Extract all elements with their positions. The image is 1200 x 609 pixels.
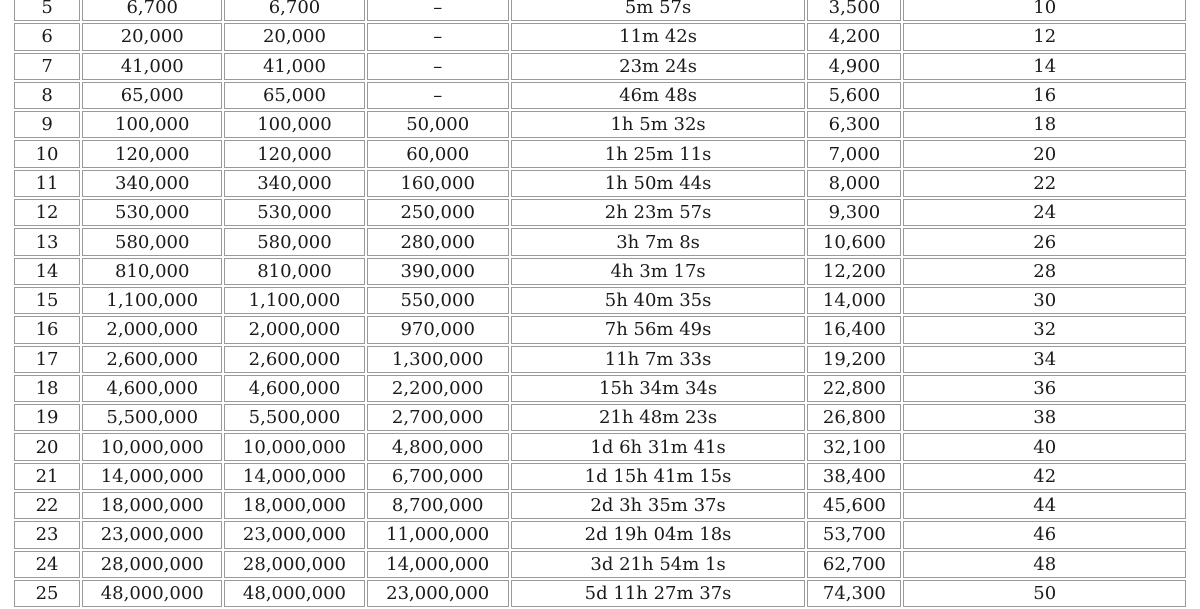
- table-row: [14, 111, 1186, 138]
- value-d-cell: 74,300: [807, 580, 901, 607]
- value-a-cell: 18,000,000: [82, 492, 222, 519]
- value-b-cell: 1,100,000: [224, 287, 364, 314]
- value-d-cell: 32,100: [807, 433, 901, 460]
- value-b-cell: 65,000: [224, 82, 364, 109]
- value-d-cell: 10,600: [807, 228, 901, 255]
- duration-cell: 21h 48m 23s: [511, 404, 806, 431]
- value-b-cell: 10,000,000: [224, 433, 364, 460]
- value-c-cell: –: [367, 82, 509, 109]
- value-e-cell: 36: [903, 375, 1186, 402]
- value-d-cell: 3,500: [807, 0, 901, 21]
- value-b-cell: 14,000,000: [224, 463, 364, 490]
- value-d-cell: 16,400: [807, 316, 901, 343]
- value-a-cell: 2,000,000: [82, 316, 222, 343]
- value-d-cell: 6,300: [807, 111, 901, 138]
- level-cell: 25: [14, 580, 80, 607]
- duration-cell: 11m 42s: [511, 23, 806, 50]
- level-cell: 12: [14, 199, 80, 226]
- duration-cell: 46m 48s: [511, 82, 806, 109]
- value-c-cell: 2,700,000: [367, 404, 509, 431]
- value-b-cell: 20,000: [224, 23, 364, 50]
- table-row: [14, 228, 1186, 255]
- level-cell: 15: [14, 287, 80, 314]
- duration-cell: 3h 7m 8s: [511, 228, 806, 255]
- value-c-cell: –: [367, 53, 509, 80]
- value-a-cell: 2,600,000: [82, 346, 222, 373]
- value-d-cell: 4,200: [807, 23, 901, 50]
- value-c-cell: 8,700,000: [367, 492, 509, 519]
- duration-cell: 1h 50m 44s: [511, 170, 806, 197]
- table-row: [14, 463, 1186, 490]
- duration-cell: 1h 25m 11s: [511, 140, 806, 167]
- value-b-cell: 580,000: [224, 228, 364, 255]
- table-row: [14, 140, 1186, 167]
- table-row: [14, 551, 1186, 578]
- value-c-cell: –: [367, 23, 509, 50]
- value-a-cell: 810,000: [82, 258, 222, 285]
- value-a-cell: 10,000,000: [82, 433, 222, 460]
- table-row: [14, 23, 1186, 50]
- value-e-cell: 20: [903, 140, 1186, 167]
- value-a-cell: 4,600,000: [82, 375, 222, 402]
- value-e-cell: 26: [903, 228, 1186, 255]
- value-a-cell: 1,100,000: [82, 287, 222, 314]
- value-c-cell: 390,000: [367, 258, 509, 285]
- data-table-container: [12, 0, 1188, 609]
- duration-cell: 15h 34m 34s: [511, 375, 806, 402]
- value-b-cell: 5,500,000: [224, 404, 364, 431]
- duration-cell: 5h 40m 35s: [511, 287, 806, 314]
- value-a-cell: 65,000: [82, 82, 222, 109]
- value-b-cell: 6,700: [224, 0, 364, 21]
- level-cell: 5: [14, 0, 80, 21]
- value-d-cell: 62,700: [807, 551, 901, 578]
- table-row: [14, 316, 1186, 343]
- level-cell: 17: [14, 346, 80, 373]
- value-c-cell: 11,000,000: [367, 521, 509, 548]
- duration-cell: 5d 11h 27m 37s: [511, 580, 806, 607]
- value-a-cell: 48,000,000: [82, 580, 222, 607]
- value-a-cell: 5,500,000: [82, 404, 222, 431]
- level-cell: 8: [14, 82, 80, 109]
- level-cell: 9: [14, 111, 80, 138]
- value-c-cell: 14,000,000: [367, 551, 509, 578]
- duration-cell: 3d 21h 54m 1s: [511, 551, 806, 578]
- duration-cell: 23m 24s: [511, 53, 806, 80]
- duration-cell: 1d 6h 31m 41s: [511, 433, 806, 460]
- table-row: [14, 346, 1186, 373]
- value-c-cell: 2,200,000: [367, 375, 509, 402]
- duration-cell: 1d 15h 41m 15s: [511, 463, 806, 490]
- value-c-cell: 23,000,000: [367, 580, 509, 607]
- level-cell: 23: [14, 521, 80, 548]
- value-b-cell: 810,000: [224, 258, 364, 285]
- value-c-cell: 50,000: [367, 111, 509, 138]
- table-row: [14, 170, 1186, 197]
- value-d-cell: 38,400: [807, 463, 901, 490]
- value-c-cell: –: [367, 0, 509, 21]
- value-b-cell: 2,000,000: [224, 316, 364, 343]
- value-a-cell: 340,000: [82, 170, 222, 197]
- value-e-cell: 46: [903, 521, 1186, 548]
- value-e-cell: 40: [903, 433, 1186, 460]
- level-cell: 10: [14, 140, 80, 167]
- level-cell: 19: [14, 404, 80, 431]
- value-d-cell: 9,300: [807, 199, 901, 226]
- value-d-cell: 22,800: [807, 375, 901, 402]
- value-e-cell: 24: [903, 199, 1186, 226]
- value-d-cell: 5,600: [807, 82, 901, 109]
- value-e-cell: 10: [903, 0, 1186, 21]
- value-c-cell: 280,000: [367, 228, 509, 255]
- value-e-cell: 50: [903, 580, 1186, 607]
- value-d-cell: 26,800: [807, 404, 901, 431]
- duration-cell: 1h 5m 32s: [511, 111, 806, 138]
- value-e-cell: 44: [903, 492, 1186, 519]
- level-cell: 14: [14, 258, 80, 285]
- value-a-cell: 530,000: [82, 199, 222, 226]
- value-b-cell: 340,000: [224, 170, 364, 197]
- value-b-cell: 41,000: [224, 53, 364, 80]
- value-c-cell: 550,000: [367, 287, 509, 314]
- value-b-cell: 18,000,000: [224, 492, 364, 519]
- value-b-cell: 4,600,000: [224, 375, 364, 402]
- value-a-cell: 120,000: [82, 140, 222, 167]
- value-b-cell: 48,000,000: [224, 580, 364, 607]
- value-e-cell: 12: [903, 23, 1186, 50]
- value-c-cell: 160,000: [367, 170, 509, 197]
- value-a-cell: 28,000,000: [82, 551, 222, 578]
- value-e-cell: 38: [903, 404, 1186, 431]
- table-row: [14, 258, 1186, 285]
- value-e-cell: 16: [903, 82, 1186, 109]
- value-e-cell: 14: [903, 53, 1186, 80]
- value-a-cell: 14,000,000: [82, 463, 222, 490]
- value-d-cell: 19,200: [807, 346, 901, 373]
- value-b-cell: 23,000,000: [224, 521, 364, 548]
- level-cell: 7: [14, 53, 80, 80]
- value-a-cell: 23,000,000: [82, 521, 222, 548]
- value-b-cell: 530,000: [224, 199, 364, 226]
- level-cell: 6: [14, 23, 80, 50]
- value-c-cell: 4,800,000: [367, 433, 509, 460]
- level-stats-table: [12, 0, 1188, 609]
- duration-cell: 2d 19h 04m 18s: [511, 521, 806, 548]
- table-row: [14, 375, 1186, 402]
- level-cell: 20: [14, 433, 80, 460]
- duration-cell: 11h 7m 33s: [511, 346, 806, 373]
- value-b-cell: 2,600,000: [224, 346, 364, 373]
- value-b-cell: 120,000: [224, 140, 364, 167]
- table-row: [14, 199, 1186, 226]
- value-e-cell: 18: [903, 111, 1186, 138]
- value-d-cell: 45,600: [807, 492, 901, 519]
- table-body: [14, 0, 1186, 607]
- table-row: [14, 82, 1186, 109]
- value-d-cell: 8,000: [807, 170, 901, 197]
- level-cell: 16: [14, 316, 80, 343]
- value-a-cell: 6,700: [82, 0, 222, 21]
- value-e-cell: 32: [903, 316, 1186, 343]
- value-e-cell: 30: [903, 287, 1186, 314]
- value-b-cell: 28,000,000: [224, 551, 364, 578]
- value-e-cell: 34: [903, 346, 1186, 373]
- value-d-cell: 14,000: [807, 287, 901, 314]
- table-row: [14, 521, 1186, 548]
- duration-cell: 2d 3h 35m 37s: [511, 492, 806, 519]
- value-a-cell: 41,000: [82, 53, 222, 80]
- value-c-cell: 60,000: [367, 140, 509, 167]
- level-cell: 22: [14, 492, 80, 519]
- duration-cell: 4h 3m 17s: [511, 258, 806, 285]
- level-cell: 24: [14, 551, 80, 578]
- value-d-cell: 12,200: [807, 258, 901, 285]
- table-row: [14, 580, 1186, 607]
- value-c-cell: 1,300,000: [367, 346, 509, 373]
- duration-cell: 5m 57s: [511, 0, 806, 21]
- table-row: [14, 433, 1186, 460]
- value-e-cell: 48: [903, 551, 1186, 578]
- value-c-cell: 970,000: [367, 316, 509, 343]
- value-e-cell: 28: [903, 258, 1186, 285]
- value-d-cell: 7,000: [807, 140, 901, 167]
- value-c-cell: 250,000: [367, 199, 509, 226]
- value-d-cell: 53,700: [807, 521, 901, 548]
- level-cell: 18: [14, 375, 80, 402]
- level-cell: 11: [14, 170, 80, 197]
- table-row: [14, 404, 1186, 431]
- table-row: [14, 0, 1186, 21]
- level-cell: 13: [14, 228, 80, 255]
- value-a-cell: 20,000: [82, 23, 222, 50]
- table-row: [14, 287, 1186, 314]
- value-e-cell: 22: [903, 170, 1186, 197]
- duration-cell: 7h 56m 49s: [511, 316, 806, 343]
- table-row: [14, 53, 1186, 80]
- duration-cell: 2h 23m 57s: [511, 199, 806, 226]
- level-cell: 21: [14, 463, 80, 490]
- table-row: [14, 492, 1186, 519]
- value-a-cell: 580,000: [82, 228, 222, 255]
- value-b-cell: 100,000: [224, 111, 364, 138]
- value-a-cell: 100,000: [82, 111, 222, 138]
- value-d-cell: 4,900: [807, 53, 901, 80]
- value-e-cell: 42: [903, 463, 1186, 490]
- value-c-cell: 6,700,000: [367, 463, 509, 490]
